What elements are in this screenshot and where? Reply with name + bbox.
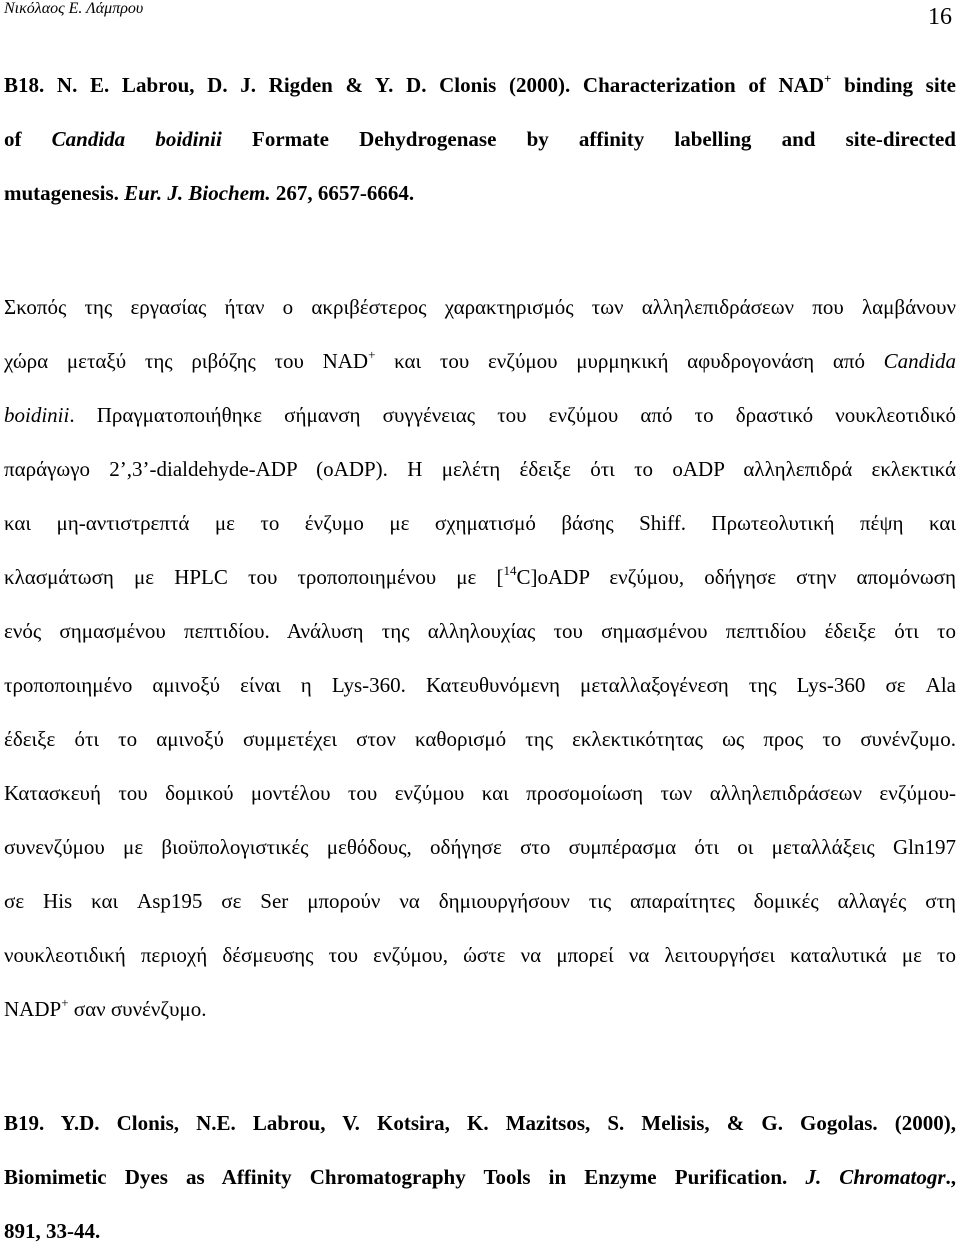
abstract-line-2: χώρα μεταξύ της ριβόζης του NAD+ και του ενζύμου μυρμηκική αφυδρογονάση από Candida <box>4 347 957 373</box>
running-header-author: Νικόλαος Ε. Λάμπρου <box>4 0 144 17</box>
page-number: 16 <box>928 4 952 30</box>
abstract-line-13: νουκλεοτιδική περιοχή δέσμευσης του ενζύμου, ώστε να μπορεί να λειτουργήσει καταλυτικά με το <box>4 943 956 967</box>
abstract-line-12: σε His και Asp195 σε Ser μπορούν να δημιουργήσουν τις απαραίτητες δομικές αλλαγές στη <box>4 889 956 913</box>
abstract-line-1: Σκοπός της εργασίας ήταν ο ακριβέστερος χαρακτηρισμός των αλληλεπιδράσεων που λαμβάνουν <box>4 295 956 319</box>
abstract-line-11: συνενζύμου με βιοϋπολογιστικές μεθόδους, οδήγησε στο συμπέρασμα ότι οι μεταλλάξεις Gln197 <box>4 835 956 859</box>
abstract-line-8: τροποποιημένο αμινοξύ είναι η Lys-360. Κατευθυνόμενη μεταλλαξογένεση της Lys-360 σε Ala <box>4 673 956 697</box>
ref-b18-line-1: B18. N. E. Labrou, D. J. Rigden & Y. D. Clonis (2000). Characterization of NAD+ binding site <box>4 71 956 97</box>
abstract-line-9: έδειξε ότι το αμινοξύ συμμετέχει στον καθορισμό της εκλεκτικότητας ως προς το συνένζυμο. <box>4 727 956 751</box>
ref-b19-line-2: Biomimetic Dyes as Affinity Chromatography Tools in Enzyme Purification. J. Chromatogr., <box>4 1165 957 1189</box>
abstract-line-4: παράγωγο 2’,3’-dialdehyde-ADP (oADP). Η μελέτη έδειξε ότι το oADP αλληλεπιδρά εκλεκτικά <box>4 457 956 481</box>
ref-b19-line-3: 891, 33-44. <box>4 1219 101 1243</box>
ref-b18-line-2: of Candida boidinii Formate Dehydrogenase by affinity labelling and site-directed <box>4 127 956 151</box>
ref-b18-line-3: mutagenesis. Eur. J. Biochem. 267, 6657-6664. <box>4 181 415 205</box>
abstract-line-6: κλασμάτωση με HPLC του τροποποιημένου με [$^{14}$C]oADP ενζύμου, οδήγησε στην απομόνωση <box>4 563 956 589</box>
ref-b19-line-1: B19. Y.D. Clonis, N.E. Labrou, V. Kotsira, K. Mazitsos, S. Melisis, & G. Gogolas. (2000), <box>4 1111 956 1135</box>
abstract-line-7: ενός σημασμένου πεπτιδίου. Ανάλυση της αλληλουχίας του σημασμένου πεπτιδίου έδειξε ότι το <box>4 619 956 643</box>
abstract-line-14: NADP+ σαν συνένζυμο. <box>4 995 207 1021</box>
abstract-line-3: boidinii. Πραγματοποιήθηκε σήμανση συγγένειας του ενζύμου από το δραστικό νουκλεοτιδικό <box>4 403 956 427</box>
abstract-line-10: Κατασκευή του δομικού μοντέλου του ενζύμου και προσομοίωση των αλληλεπιδράσεων ενζύμου- <box>4 781 956 805</box>
abstract-line-5: και μη-αντιστρεπτά με το ένζυμο με σχηματισμό βάσης Shiff. Πρωτεολυτική πέψη και <box>4 511 956 535</box>
